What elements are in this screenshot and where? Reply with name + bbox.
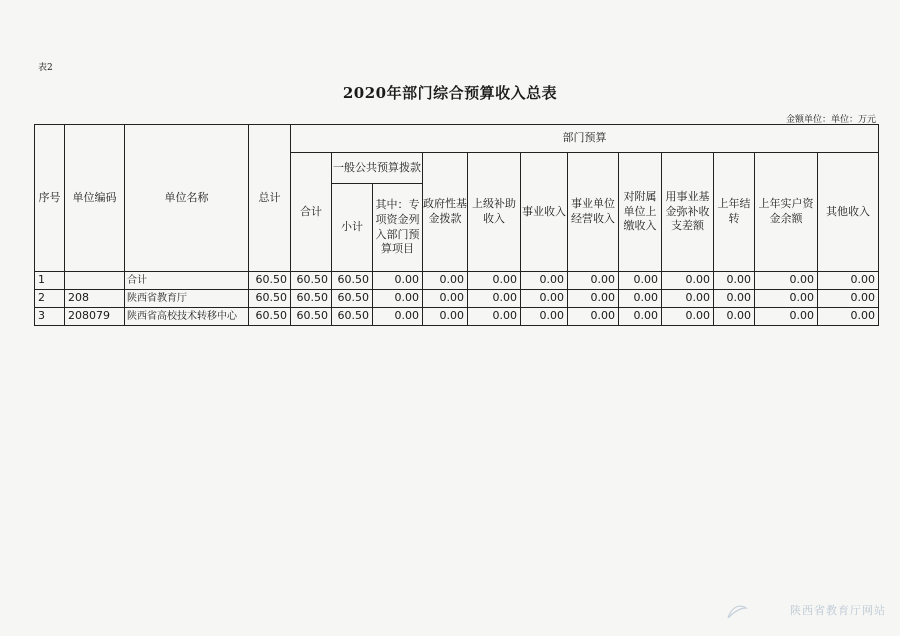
- cell-value: 0.00: [714, 290, 755, 308]
- cell-value: 0.00: [755, 308, 818, 326]
- cell-value: 0.00: [619, 308, 662, 326]
- cell-value: 0.00: [755, 272, 818, 290]
- cell-value: 0.00: [619, 272, 662, 290]
- header-subtotal-all: 合计: [291, 153, 332, 272]
- cell-value: 0.00: [423, 308, 468, 326]
- cell-value: 0.00: [662, 272, 714, 290]
- header-special: 其中：专项资金列入部门预算项目: [373, 184, 423, 272]
- watermark-text: 陕西省教育厅网站: [790, 604, 886, 617]
- header-dept-budget: 部门预算: [291, 125, 879, 153]
- header-operating: 事业单位经营收入: [568, 153, 619, 272]
- cell-value: 0.00: [818, 290, 879, 308]
- cell-seq: 1: [35, 272, 65, 290]
- cell-value: 0.00: [818, 308, 879, 326]
- cell-name: 陕西省高校技术转移中心: [125, 308, 249, 326]
- cell-value: 0.00: [568, 290, 619, 308]
- cell-name: 陕西省教育厅: [125, 290, 249, 308]
- cell-value: 60.50: [332, 308, 373, 326]
- cell-value: 0.00: [714, 272, 755, 290]
- cell-value: 0.00: [423, 290, 468, 308]
- cell-value: 60.50: [249, 290, 291, 308]
- header-sub: 小计: [332, 184, 373, 272]
- cell-value: 60.50: [291, 272, 332, 290]
- header-total: 总计: [249, 125, 291, 272]
- cell-value: 0.00: [662, 290, 714, 308]
- cell-value: 0.00: [468, 272, 521, 290]
- cell-value: 0.00: [521, 308, 568, 326]
- cell-value: 0.00: [468, 308, 521, 326]
- cell-value: 0.00: [818, 272, 879, 290]
- header-code: 单位编码: [65, 125, 125, 272]
- cell-value: 0.00: [662, 308, 714, 326]
- cell-value: 0.00: [755, 290, 818, 308]
- cell-value: 60.50: [249, 308, 291, 326]
- cell-value: 0.00: [373, 290, 423, 308]
- header-business: 事业收入: [521, 153, 568, 272]
- header-fund-makeup: 用事业基金弥补收支差额: [662, 153, 714, 272]
- table-row: [35, 272, 879, 290]
- header-balance: 上年实户资金余额: [755, 153, 818, 272]
- cell-value: 60.50: [332, 272, 373, 290]
- cell-value: 0.00: [568, 308, 619, 326]
- cell-seq: 2: [35, 290, 65, 308]
- table-row: [35, 290, 879, 308]
- cell-value: 0.00: [373, 272, 423, 290]
- cell-value: 0.00: [568, 272, 619, 290]
- cell-value: 60.50: [291, 290, 332, 308]
- header-gov-fund: 政府性基金拨款: [423, 153, 468, 272]
- cell-name: 合计: [125, 272, 249, 290]
- table-tag: 表2: [38, 63, 53, 73]
- cell-value: 0.00: [521, 272, 568, 290]
- cell-value: 0.00: [373, 308, 423, 326]
- budget-table: [34, 124, 879, 326]
- cell-code: [65, 272, 125, 290]
- cell-code: 208: [65, 290, 125, 308]
- cell-value: 60.50: [332, 290, 373, 308]
- cell-value: 60.50: [291, 308, 332, 326]
- header-carryover: 上年结转: [714, 153, 755, 272]
- watermark-logo-icon: [726, 602, 748, 620]
- cell-value: 0.00: [423, 272, 468, 290]
- unit-note: 金额单位：单位：万元: [785, 115, 876, 125]
- header-upper-subsidy: 上级补助收入: [468, 153, 521, 272]
- cell-value: 0.00: [619, 290, 662, 308]
- cell-value: 60.50: [249, 272, 291, 290]
- cell-value: 0.00: [714, 308, 755, 326]
- cell-value: 0.00: [521, 290, 568, 308]
- header-name: 单位名称: [125, 125, 249, 272]
- header-seq: 序号: [35, 125, 65, 272]
- header-affiliated: 对附属单位上缴收入: [619, 153, 662, 272]
- cell-seq: 3: [35, 308, 65, 326]
- table-row: [35, 308, 879, 326]
- cell-code: 208079: [65, 308, 125, 326]
- page-title: 2020年部门综合预算收入总表: [342, 84, 558, 102]
- header-general-public: 一般公共预算拨款: [332, 153, 423, 184]
- header-other: 其他收入: [818, 153, 879, 272]
- cell-value: 0.00: [468, 290, 521, 308]
